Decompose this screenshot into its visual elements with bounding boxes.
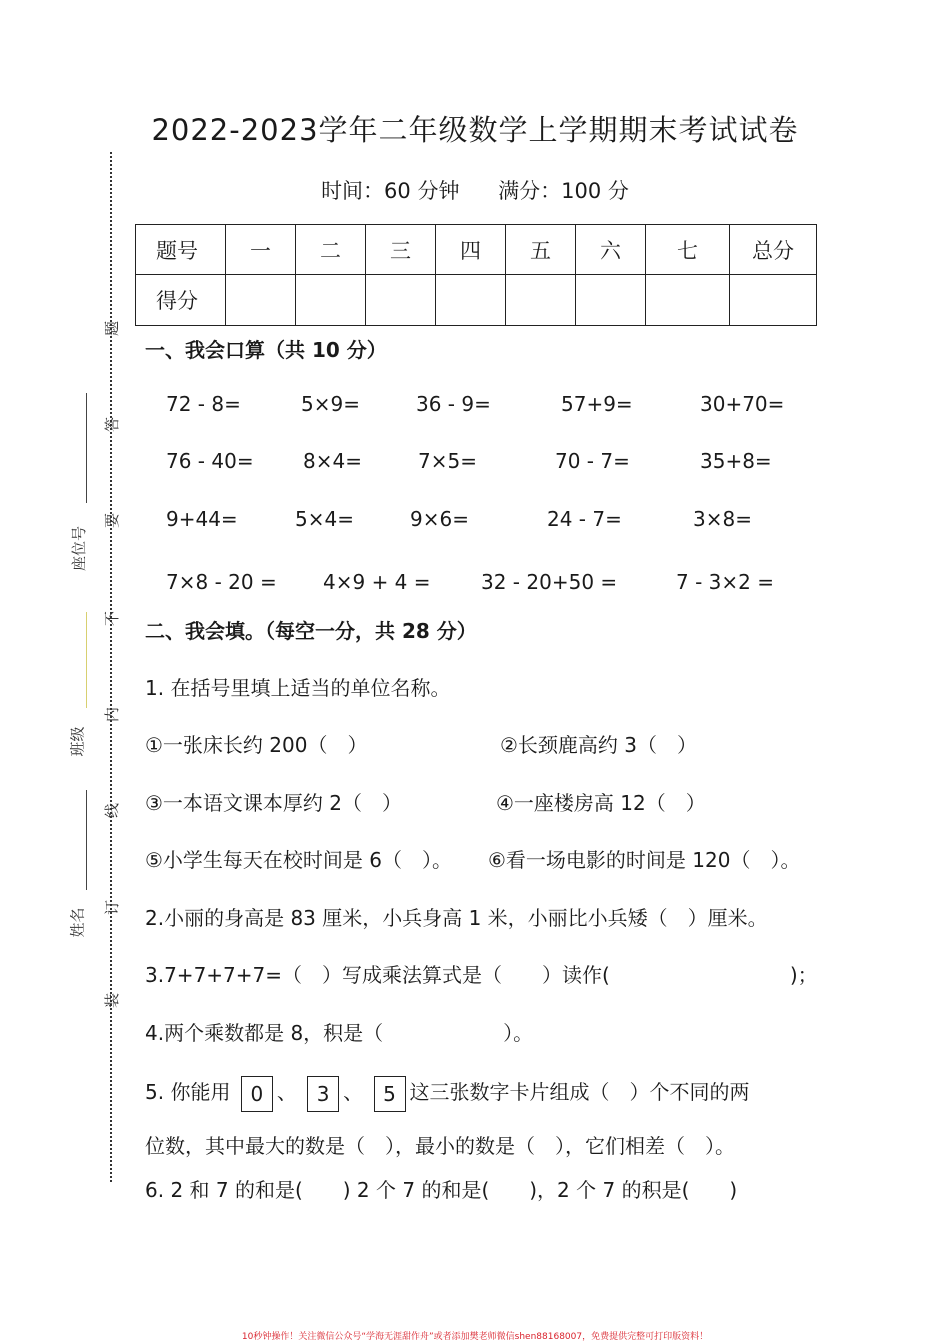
binding-char: 题 — [103, 320, 122, 337]
calc-item: 36 - 9= — [416, 392, 491, 416]
time-limit: 时间：60 分钟 — [321, 179, 460, 203]
digit-card: 0 — [241, 1076, 273, 1112]
score-table-cell: 三 — [366, 225, 436, 275]
question-2: 2.小丽的身高是 83 厘米，小兵身高 1 米，小丽比小兵矮（ ）厘米。 — [145, 906, 768, 930]
binding-char: 线 — [103, 802, 122, 819]
name-label: 姓名 — [68, 907, 87, 938]
score-table-cell: 总分 — [730, 225, 817, 275]
calc-item: 8×4= — [303, 449, 362, 473]
calc-item: 9+44= — [166, 507, 238, 531]
calc-item: 5×4= — [295, 507, 354, 531]
binding-dotted-line — [110, 152, 112, 1182]
binding-char: 装 — [103, 992, 122, 1009]
score-row-label: 得分 — [136, 275, 226, 326]
full-score: 满分：100 分 — [498, 179, 629, 203]
section2-heading: 二、我会填。（每空一分，共 28 分） — [145, 619, 477, 643]
calc-item: 35+8= — [700, 449, 772, 473]
seat-number-line — [86, 393, 87, 503]
class-label: 班级 — [68, 726, 87, 757]
calc-item: 5×9= — [301, 392, 360, 416]
calc-item: 4×9 + 4 = — [323, 570, 431, 594]
calc-item: 30+70= — [700, 392, 785, 416]
page-title: 2022-2023学年二年级数学上学期期末考试试卷 — [151, 113, 799, 147]
calc-item: 76 - 40= — [166, 449, 254, 473]
calc-item: 7×8 - 20 = — [166, 570, 277, 594]
calc-item: 32 - 20+50 = — [481, 570, 618, 594]
score-table-cell: 题号 — [136, 225, 226, 275]
question-3: 3.7+7+7+7=（ ）写成乘法算式是（ ）读作( )； — [145, 963, 818, 987]
exam-info — [0, 175, 950, 205]
seat-number-label: 座位号 — [70, 525, 89, 572]
binding-char: 要 — [103, 512, 122, 529]
question-1-item: ③一本语文课本厚约 2（ ） — [145, 791, 403, 815]
section1-heading: 一、我会口算（共 10 分） — [145, 338, 387, 362]
promo-footer: 10秒钟操作！关注微信公众号“学海无涯甜作舟”或者添加樊老师微信shen88168007，免费提供完整可打印版资料！ — [241, 1332, 709, 1342]
score-table-cell: 六 — [576, 225, 646, 275]
binding-char: 内 — [103, 706, 122, 723]
question-1-item: ⑥看一场电影的时间是 120（ ）。 — [488, 848, 801, 872]
separator: 、 — [343, 1080, 364, 1104]
calc-item: 70 - 7= — [555, 449, 630, 473]
score-table-header-row — [136, 225, 817, 275]
digit-card: 3 — [307, 1076, 339, 1112]
score-input-cell[interactable] — [436, 275, 506, 326]
binding-char: 不 — [103, 610, 122, 627]
score-table-cell: 四 — [436, 225, 506, 275]
calc-item: 72 - 8= — [166, 392, 241, 416]
question-5-continued: 位数，其中最大的数是（ ），最小的数是（ ），它们相差（ ）。 — [145, 1134, 735, 1158]
calc-item: 57+9= — [561, 392, 633, 416]
question-1-item: ②长颈鹿高约 3（ ） — [500, 733, 698, 757]
score-table-cell: 一 — [226, 225, 296, 275]
score-input-cell[interactable] — [730, 275, 817, 326]
score-table-cell: 五 — [506, 225, 576, 275]
question-1-item: ⑤小学生每天在校时间是 6（ ）。 — [145, 848, 453, 872]
binding-char: 订 — [103, 899, 122, 916]
question-5-text: 这三张数字卡片组成（ ）个不同的两 — [409, 1080, 750, 1104]
question-1-item: ①一张床长约 200（ ） — [145, 733, 368, 757]
score-table-cell: 二 — [296, 225, 366, 275]
score-table-cell: 七 — [646, 225, 730, 275]
calc-item: 7 - 3×2 = — [676, 570, 774, 594]
score-table-score-row — [136, 275, 817, 326]
binding-char: 答 — [103, 416, 122, 433]
score-input-cell[interactable] — [296, 275, 366, 326]
class-line — [86, 612, 87, 708]
score-input-cell[interactable] — [226, 275, 296, 326]
question-5-intro: 5. 你能用 — [145, 1080, 231, 1104]
calc-item: 9×6= — [410, 507, 469, 531]
question-4: 4.两个乘数都是 8，积是（ ）。 — [145, 1021, 534, 1045]
question-1: 1. 在括号里填上适当的单位名称。 — [145, 676, 451, 700]
separator: 、 — [276, 1080, 297, 1104]
score-input-cell[interactable] — [646, 275, 730, 326]
score-input-cell[interactable] — [366, 275, 436, 326]
digit-card: 5 — [374, 1076, 406, 1112]
calc-item: 24 - 7= — [547, 507, 622, 531]
question-1-item: ④一座楼房高 12（ ） — [496, 791, 706, 815]
question-5 — [145, 1072, 750, 1112]
question-6: 6. 2 和 7 的和是( ) 2 个 7 的和是( )，2 个 7 的积是( ) — [145, 1178, 738, 1202]
calc-item: 7×5= — [418, 449, 477, 473]
score-input-cell[interactable] — [576, 275, 646, 326]
score-input-cell[interactable] — [506, 275, 576, 326]
name-line — [86, 790, 87, 890]
calc-item: 3×8= — [693, 507, 752, 531]
score-table — [135, 224, 817, 326]
